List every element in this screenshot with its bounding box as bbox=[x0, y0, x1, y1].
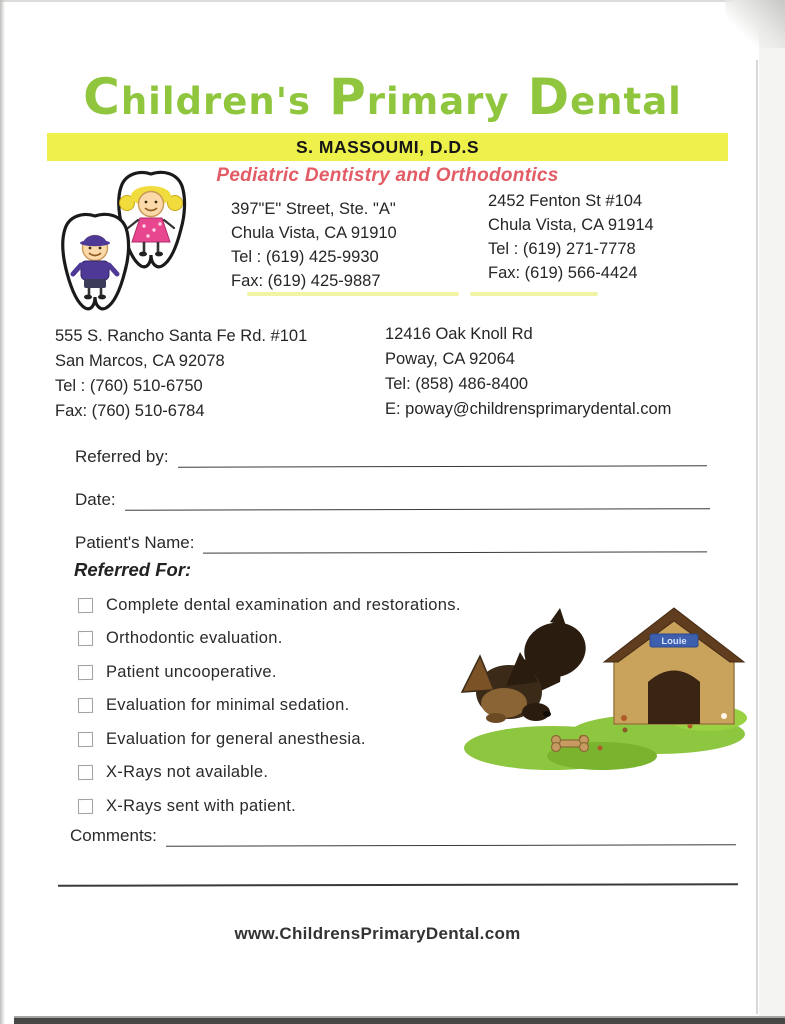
kids-tooth-illustration bbox=[56, 168, 201, 313]
doghouse-sign-text: Louie bbox=[661, 636, 687, 647]
checkbox[interactable] bbox=[78, 698, 93, 713]
comments-line[interactable] bbox=[166, 821, 736, 846]
checkbox[interactable] bbox=[78, 731, 93, 746]
title-word: Dental bbox=[527, 68, 682, 126]
referred-by-row bbox=[75, 444, 707, 467]
scan-edge-right-line bbox=[756, 60, 758, 1014]
checkbox-label: Orthodontic evaluation. bbox=[106, 629, 283, 647]
address-chula-vista-fenton: 2452 Fenton St #104 Chula Vista, CA 91914 Tel : (619) 271-7778 Fax: (619) 566-4424 bbox=[488, 192, 654, 282]
title-word: Primary bbox=[329, 68, 510, 126]
doctor-name: S. MASSOUMI, D.D.S bbox=[295, 136, 480, 157]
checkbox-row bbox=[78, 594, 461, 616]
practice-tagline: Pediatric Dentistry and Orthodontics bbox=[216, 165, 559, 186]
patient-name-label: Patient's Name: bbox=[75, 533, 195, 552]
checkbox-label: X-Rays not available. bbox=[106, 763, 269, 781]
comments-label: Comments: bbox=[70, 826, 157, 845]
referral-reason-checklist bbox=[78, 594, 461, 817]
doctor-name-banner bbox=[47, 133, 728, 161]
checkbox-row bbox=[78, 795, 461, 817]
checkbox-label: Evaluation for minimal sedation. bbox=[106, 696, 350, 714]
comments-row bbox=[70, 823, 736, 846]
checkbox-row bbox=[78, 628, 461, 650]
checkbox-row bbox=[78, 695, 461, 717]
checkbox[interactable] bbox=[78, 597, 93, 612]
checkbox-label: Patient uncooperative. bbox=[106, 662, 277, 681]
scan-edge-bottom bbox=[14, 1018, 785, 1024]
patient-name-line[interactable] bbox=[203, 528, 707, 553]
website-url: www.ChildrensPrimaryDental.com bbox=[234, 924, 521, 943]
date-row bbox=[75, 487, 710, 510]
date-line[interactable] bbox=[125, 485, 710, 511]
checkbox[interactable] bbox=[78, 798, 93, 813]
highlight-line bbox=[470, 292, 598, 296]
highlight-line bbox=[247, 292, 459, 296]
referred-by-line[interactable] bbox=[178, 442, 708, 467]
address-poway: 12416 Oak Knoll Rd Poway, CA 92064 Tel: (858) 486-8400 E: poway@childrensprimarydental.com bbox=[385, 325, 672, 418]
comments-extra-line[interactable] bbox=[58, 883, 738, 886]
referred-by-label: Referred by: bbox=[75, 447, 169, 466]
checkbox-label: Complete dental examination and restorations. bbox=[106, 595, 461, 614]
dog-doghouse-illustration bbox=[452, 598, 747, 783]
checkbox-row bbox=[78, 762, 461, 784]
date-label: Date: bbox=[75, 490, 116, 509]
referred-for-heading: Referred For: bbox=[74, 559, 192, 580]
title-word: Children's bbox=[83, 68, 312, 126]
puppy bbox=[462, 608, 592, 723]
scan-edge-top bbox=[0, 0, 785, 2]
checkbox-label: Evaluation for general anesthesia. bbox=[106, 729, 366, 748]
checkbox[interactable] bbox=[78, 664, 93, 679]
page-title bbox=[0, 68, 765, 126]
checkbox-row bbox=[78, 661, 461, 683]
checkbox-row bbox=[78, 728, 461, 750]
address-chula-vista-e-street: 397"E" Street, Ste. "A" Chula Vista, CA 91910 Tel : (619) 425-9930 Fax: (619) 425-9887 bbox=[231, 200, 397, 290]
checkbox[interactable] bbox=[78, 631, 93, 646]
doghouse bbox=[604, 608, 744, 724]
address-san-marcos: 555 S. Rancho Santa Fe Rd. #101 San Marcos, CA 92078 Tel : (760) 510-6750 Fax: (760) 510-6784 bbox=[55, 327, 308, 420]
checkbox-label: X-Rays sent with patient. bbox=[106, 796, 296, 815]
checkbox[interactable] bbox=[78, 765, 93, 780]
scan-edge-left bbox=[0, 0, 5, 1024]
patient-name-row bbox=[75, 530, 707, 553]
scan-edge-right bbox=[759, 0, 785, 1024]
scan-corner-top-right bbox=[725, 0, 785, 48]
